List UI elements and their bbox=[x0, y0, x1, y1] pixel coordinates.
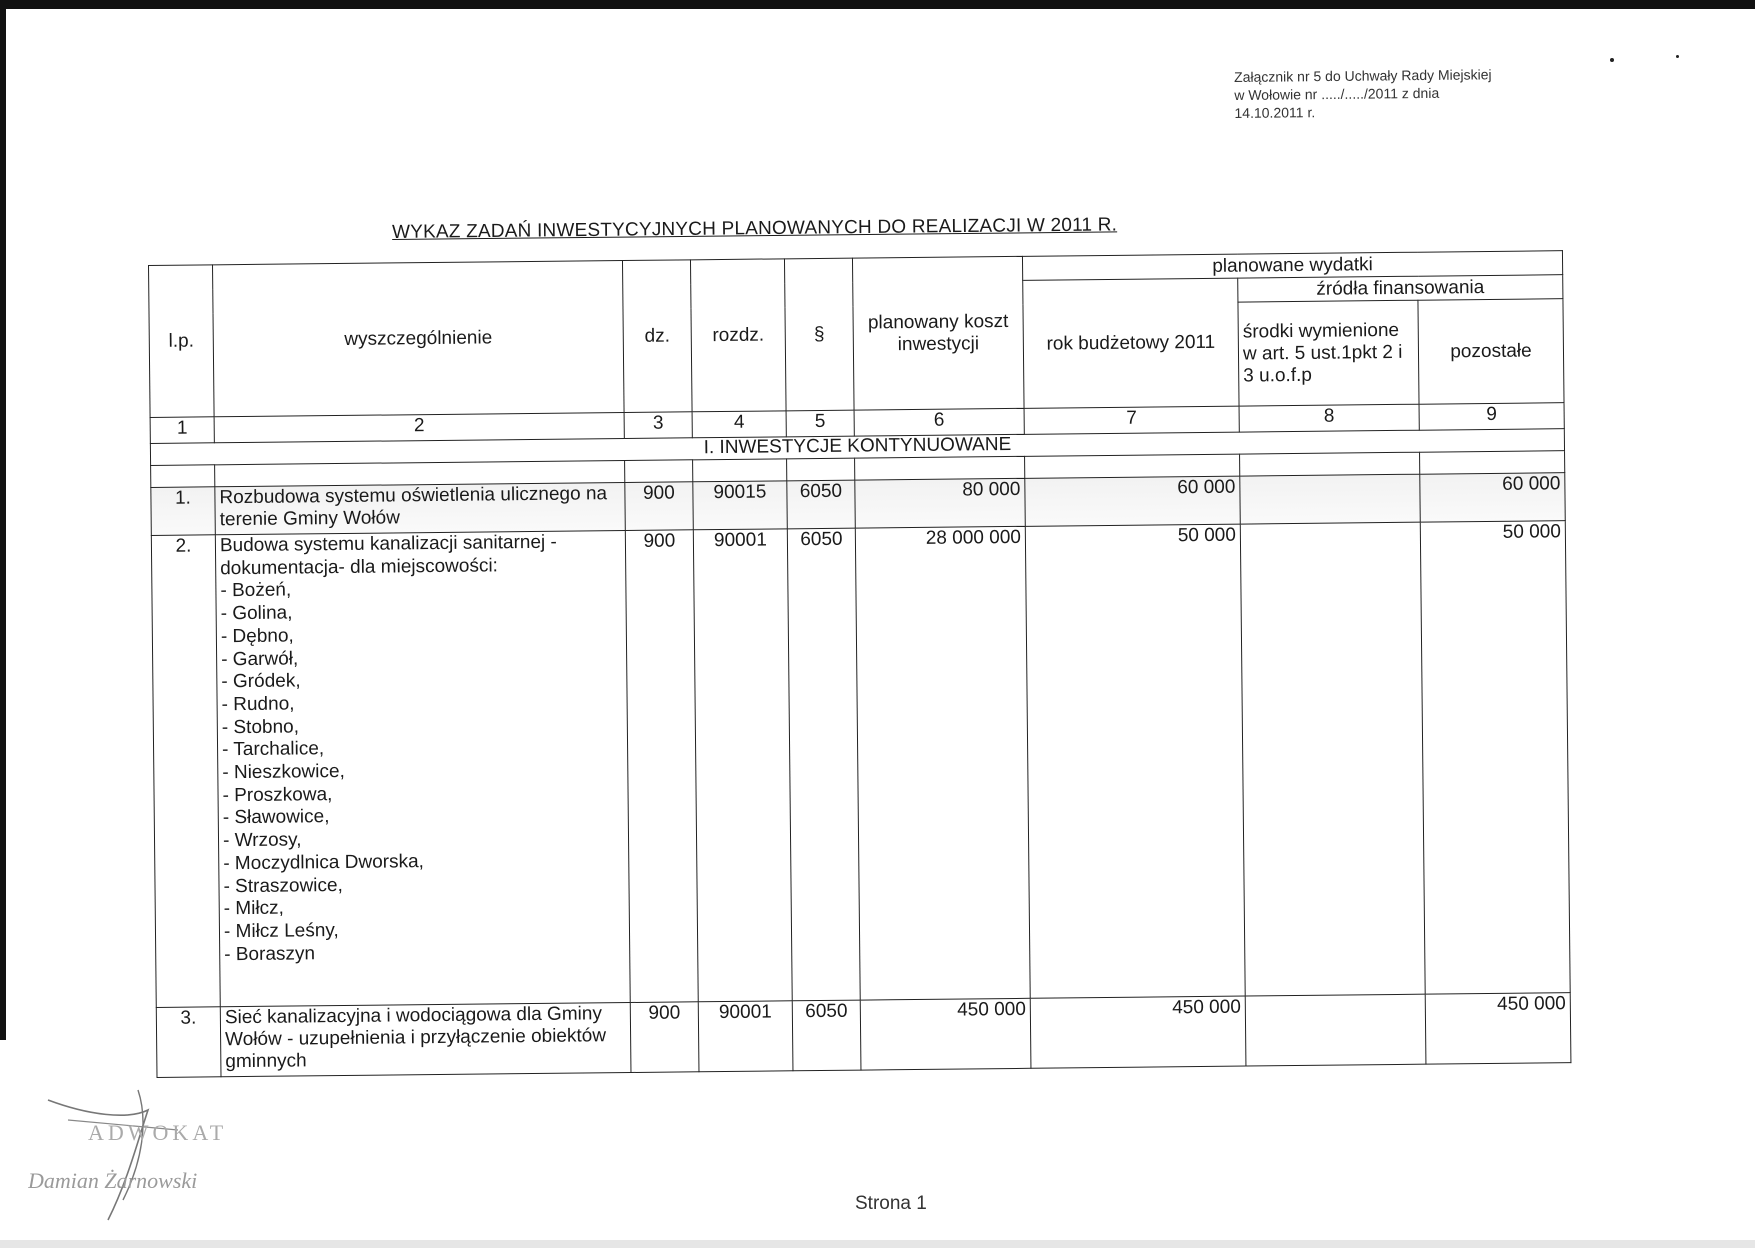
scan-left-border bbox=[0, 0, 6, 1040]
row-cost: 80 000 bbox=[855, 478, 1025, 528]
place-item: - Miłcz Leśny, bbox=[223, 919, 339, 943]
place-item: - Sławowice, bbox=[222, 806, 330, 829]
row-cost: 28 000 000 bbox=[855, 526, 1030, 1000]
row-other: 60 000 bbox=[1420, 473, 1565, 523]
header-budget-year: rok budżetowy 2011 bbox=[1023, 278, 1239, 408]
row-rozdz: 90001 bbox=[698, 1001, 793, 1072]
spacer-cell bbox=[1240, 452, 1420, 476]
place-item: - Bożeń, bbox=[220, 579, 292, 602]
column-number: 6 bbox=[854, 408, 1024, 436]
row-lp: 1. bbox=[151, 487, 215, 536]
place-item: - Proszkowa, bbox=[222, 783, 333, 806]
signature-stroke bbox=[48, 1100, 148, 1220]
attachment-note-line: w Wołowie nr ...../...../2011 z dnia bbox=[1234, 84, 1440, 103]
attachment-note-line: Załącznik nr 5 do Uchwały Rady Miejskiej bbox=[1234, 66, 1492, 85]
stamp-text-advocate: ADWOKAT bbox=[88, 1120, 228, 1145]
place-item: - Nieszkowice, bbox=[222, 760, 345, 784]
row-cost: 450 000 bbox=[860, 998, 1031, 1070]
row-dz: 900 bbox=[625, 482, 693, 531]
column-number: 7 bbox=[1024, 406, 1239, 434]
header-funding-sources: źródła finansowania bbox=[1238, 275, 1563, 302]
stamp-text-name: Damian Żarnowski bbox=[28, 1168, 198, 1193]
spacer-cell bbox=[625, 460, 693, 483]
scan-bottom-edge bbox=[0, 1240, 1755, 1248]
table-row bbox=[151, 521, 1570, 1008]
spacer-cell bbox=[693, 459, 787, 482]
row-other: 450 000 bbox=[1425, 993, 1571, 1065]
header-dz: dz. bbox=[622, 260, 692, 413]
header-rozdz: rozdz. bbox=[690, 259, 786, 412]
place-item: - Boraszyn bbox=[224, 942, 316, 965]
header-funds-art5: środki wymienione w art. 5 ust.1pkt 2 i 3 u.o.f.p bbox=[1238, 300, 1419, 406]
row-budget-year: 60 000 bbox=[1025, 476, 1240, 526]
spacer-cell bbox=[855, 456, 1025, 480]
spacer-cell bbox=[1420, 451, 1565, 475]
document-title: WYKAZ ZADAŃ INWESTYCYJNYCH PLANOWANYCH DO REALIZACJI W 2011 R. bbox=[392, 214, 1118, 243]
row-paragraph: 6050 bbox=[787, 480, 855, 529]
place-item: - Stobno, bbox=[221, 716, 300, 738]
column-number: 1 bbox=[150, 417, 214, 444]
section-heading: I. INWESTYCJE KONTYNUOWANE bbox=[150, 429, 1564, 466]
row-dz: 900 bbox=[625, 530, 698, 1003]
place-item: - Wrzosy, bbox=[222, 829, 302, 852]
place-item: - Dębno, bbox=[220, 625, 294, 648]
row-name: Sieć kanalizacyjna i wodociągowa dla Gminy Wołów - uzupełnienia i przyłączenie obiektów gminnych bbox=[220, 1002, 631, 1076]
scan-top-border bbox=[0, 0, 1755, 9]
attachment-note-line: 14.10.2011 r. bbox=[1234, 104, 1316, 121]
column-number: 8 bbox=[1239, 404, 1419, 432]
header-planned-cost: planowany koszt inwestycji bbox=[852, 256, 1024, 410]
table-row bbox=[156, 993, 1571, 1078]
header-lp: l.p. bbox=[149, 265, 215, 418]
row-funds bbox=[1245, 994, 1426, 1066]
investment-table-wrapper bbox=[148, 250, 1571, 1078]
column-number: 4 bbox=[692, 411, 786, 438]
column-number: 9 bbox=[1419, 403, 1564, 431]
row-name-cell bbox=[215, 531, 630, 1007]
place-item: - Gródek, bbox=[221, 670, 301, 693]
signature-stamp bbox=[28, 1080, 258, 1230]
column-number: 3 bbox=[624, 412, 692, 439]
investment-table bbox=[148, 250, 1571, 1078]
spacer-cell bbox=[151, 465, 215, 488]
page-number: Strona 1 bbox=[855, 1193, 927, 1214]
spacer-cell bbox=[1025, 454, 1240, 478]
row-lp: 2. bbox=[151, 535, 220, 1008]
scan-speck bbox=[1610, 58, 1614, 62]
row-funds bbox=[1240, 474, 1420, 524]
attachment-note bbox=[1234, 64, 1595, 122]
place-item: - Golina, bbox=[220, 602, 293, 625]
scan-speck bbox=[1676, 55, 1679, 58]
row-budget-year: 450 000 bbox=[1030, 996, 1246, 1068]
header-other: pozostałe bbox=[1418, 299, 1564, 405]
place-item: - Moczydlnica Dworska, bbox=[223, 850, 424, 875]
row-other: 50 000 bbox=[1420, 521, 1570, 994]
column-number: 5 bbox=[786, 410, 854, 437]
row-name: Budowa systemu kanalizacji sanitarnej - dokumentacja- dla miejscowości: bbox=[219, 531, 557, 579]
row-dz: 900 bbox=[630, 1002, 699, 1073]
header-name: wyszczególnienie bbox=[213, 261, 625, 417]
spacer-cell bbox=[787, 458, 855, 481]
row-rozdz: 90015 bbox=[693, 481, 787, 530]
signature-stamp-graphic bbox=[28, 1080, 258, 1230]
row-name: Rozbudowa systemu oświetlenia ulicznego na terenie Gminy Wołów bbox=[215, 483, 625, 535]
header-paragraph: § bbox=[784, 258, 854, 411]
place-item: - Straszowice, bbox=[223, 874, 343, 897]
place-item: - Rudno, bbox=[221, 693, 295, 716]
row-funds bbox=[1240, 522, 1425, 996]
place-item: - Tarchalice, bbox=[221, 738, 325, 761]
row-lp: 3. bbox=[156, 1007, 221, 1078]
column-number: 2 bbox=[214, 413, 624, 443]
place-item: - Miłcz, bbox=[223, 897, 285, 920]
row-rozdz: 90001 bbox=[693, 529, 792, 1002]
header-planned-expenses: planowane wydatki bbox=[1022, 251, 1562, 281]
row-paragraph: 6050 bbox=[787, 528, 860, 1001]
place-item: - Garwół, bbox=[221, 647, 299, 670]
row-paragraph: 6050 bbox=[792, 1000, 861, 1071]
row-budget-year: 50 000 bbox=[1025, 524, 1245, 998]
